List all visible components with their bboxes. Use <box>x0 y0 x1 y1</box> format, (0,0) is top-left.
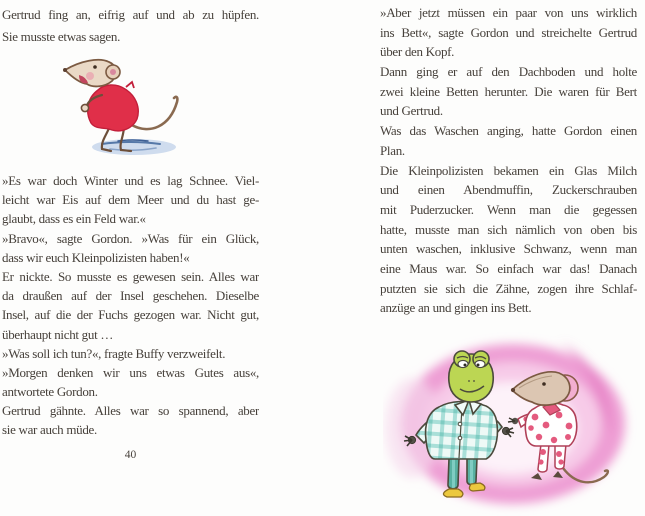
text-line: »Morgen denken wir uns etwas Gutes aus«, <box>2 364 259 380</box>
text-line: da draußen auf der Insel geschehen. Dieselbe <box>2 288 259 304</box>
text-line: Gertrud fing an, eifrig auf und ab zu hüpfen. <box>2 7 259 22</box>
left-page-paragraph-top <box>2 4 259 47</box>
text-line: sie war auch müde. <box>2 422 97 438</box>
mouse-head <box>63 60 120 87</box>
dress-strap <box>126 82 134 88</box>
illustration-gordon-and-mouse-pajamas <box>383 328 645 516</box>
text-line: glaubt, dass es ein Feld war.« <box>2 211 146 227</box>
text-line: »Aber jetzt müssen ein paar von uns wirklich <box>380 5 637 20</box>
text-line: zwei kleine Betten herunter. Die waren für Bert <box>380 83 637 99</box>
text-line: Was das Waschen anging, hatte Gordon einen <box>380 123 637 139</box>
text-line: eine Maus war. So einfach war das! Danach <box>380 260 637 276</box>
text-line: über den Kopf. <box>380 44 455 60</box>
text-line: Plan. <box>380 142 405 158</box>
illustration-gertrud-jumping <box>46 54 202 164</box>
shadow <box>92 139 176 155</box>
right-page-paragraph-main <box>380 3 637 318</box>
text-line: mit Puderzucker. Wenn man die gegessen <box>380 201 637 217</box>
red-dress <box>88 85 139 131</box>
text-line: »Es war doch Winter und es lag Schnee. Viel- <box>2 173 259 188</box>
text-line: leicht war Eis auf dem Meer und du hast ge- <box>2 192 259 208</box>
text-line: anzüge an und gingen ins Bett. <box>380 300 532 316</box>
page-number: 40 <box>124 449 137 461</box>
text-line: »Bravo«, sagte Gordon. »Was für ein Glück, <box>2 230 259 246</box>
text-line: ins Bett«, sagte Gordon und streichelte Gertrud <box>380 24 637 40</box>
text-line: Dann ging er auf den Dachboden und holte <box>380 64 637 80</box>
text-line: hatte, musste man sich nämlich von oben bis <box>380 221 637 237</box>
text-line: unten waschen, inklusive Schwanz, wenn man <box>380 241 637 257</box>
left-page-paragraph-main <box>2 171 259 440</box>
text-line: Sie musste etwas sagen. <box>2 28 121 44</box>
text-line: Insel, auf die der Fuchs gezogen war. Nicht gut, <box>2 307 259 323</box>
text-line: Die Kleinpolizisten bekamen ein Glas Milch <box>380 162 637 178</box>
text-line: Gertrud gähnte. Alles war so spannend, aber <box>2 403 259 419</box>
text-line: putzten sie sich die Zähne, zogen ihre Schlaf- <box>380 280 637 296</box>
text-line: antwortete Gordon. <box>2 384 98 400</box>
text-line: und einen Abendmuffin, Zuckerschrauben <box>380 182 637 198</box>
text-line: »Was soll ich tun?«, fragte Buffy verzweifelt. <box>2 345 226 361</box>
pink-wash <box>385 342 625 504</box>
text-line: Er nickte. So musste es gewesen sein. Alles war <box>2 268 259 284</box>
mouse-fist <box>81 104 88 111</box>
text-line: überhaupt nicht gut … <box>2 326 114 342</box>
text-line: und Gertrud. <box>380 103 443 119</box>
text-line: dass wir euch Kleinpolizisten haben!« <box>2 249 190 265</box>
